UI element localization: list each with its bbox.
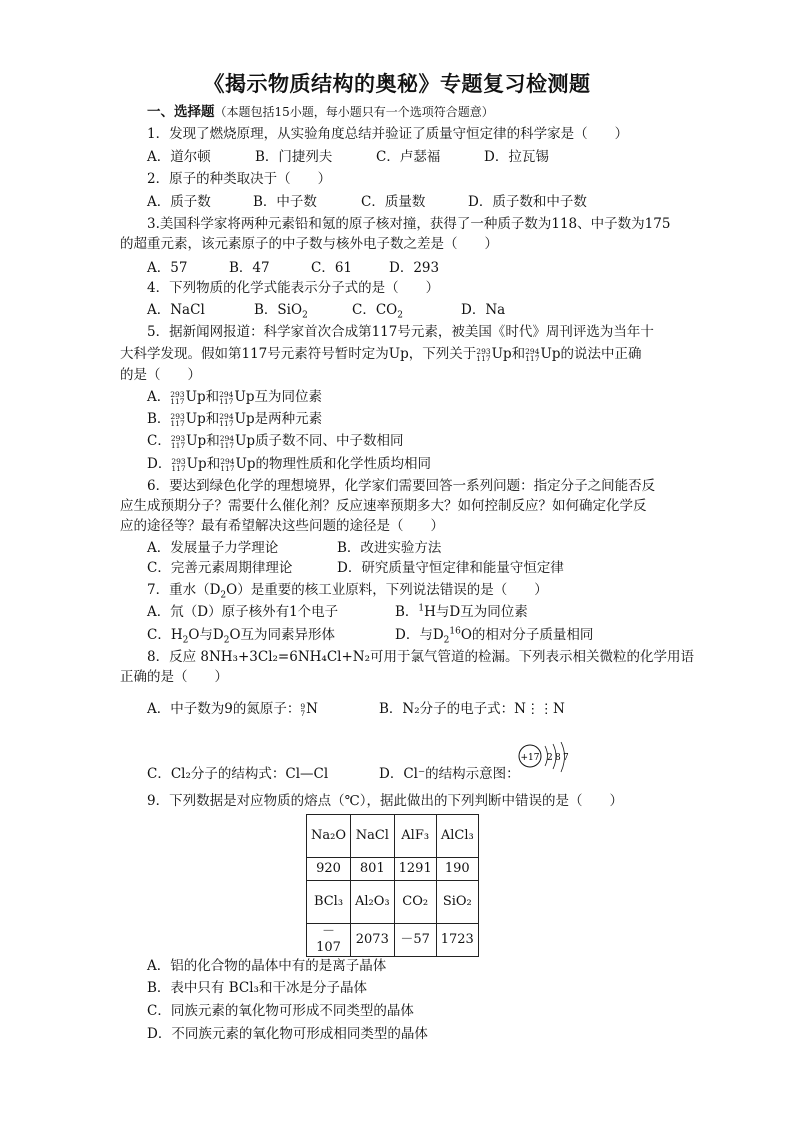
- section-label: 一、选择题: [147, 104, 215, 120]
- table-cell: AlCl₃: [436, 815, 478, 858]
- question-6-stem-line3: 应的途径等？最有希望解决这些问题的途径是（ ）: [120, 518, 444, 534]
- question-3-stem-line1: 3.美国科学家将两种元素铅和氪的原子核对撞，获得了一种质子数为118、中子数为175: [147, 216, 671, 232]
- question-1-stem: 1．发现了燃烧原理，从实验角度总结并验证了质量守恒定律的科学家是（ ）: [147, 126, 629, 142]
- question-9-option-c: C．同族元素的氧化物可形成不同类型的晶体: [147, 1003, 414, 1019]
- table-cell: 1723: [436, 924, 478, 957]
- option-a: A．57: [147, 260, 188, 276]
- table-cell: Na₂O: [307, 815, 351, 858]
- question-7-options-cd: [147, 626, 593, 644]
- table-cell: BCl₃: [307, 881, 351, 924]
- option-b: B．SiO$_2$: [254, 302, 308, 321]
- question-9-option-d: D．不同族元素的氧化物可形成相同类型的晶体: [147, 1026, 428, 1042]
- option-d: D．研究质量守恒定律和能量守恒定律: [337, 560, 564, 576]
- question-7-stem: 7．重水$(D_2O)$是重要的核工业原料，下列说法错误的是（ ）: [147, 582, 548, 601]
- nuclide-up-293: 293 117 Up: [476, 346, 512, 363]
- table-row: [307, 881, 479, 924]
- question-2-stem: 2．原子的种类取决于（ ）: [147, 171, 332, 187]
- question-4-stem: 4．下列物质的化学式能表示分子式的是（ ）: [147, 280, 440, 296]
- question-9-stem: 9．下列数据是对应物质的熔点（℃），据此做出的下列判断中错误的是（ ）: [147, 793, 623, 809]
- table-row: [307, 815, 479, 858]
- option-d: D．质子数和中子数: [468, 194, 587, 210]
- option-d: D．Cl⁻的结构示意图：: [379, 766, 520, 782]
- table-cell: 1291: [394, 858, 436, 881]
- question-9-option-a: A．铝的化合物的晶体中有的是离子晶体: [147, 958, 387, 974]
- option-d: D．拉瓦锡: [484, 149, 549, 165]
- chloride-ion-structure-diagram: [516, 742, 576, 776]
- option-c: C．Cl₂分子的结构式：Cl—Cl: [147, 766, 329, 782]
- question-6-stem-line1: 6．要达到绿色化学的理想境界，化学家们需要回答一系列问题：指定分子之间能否反: [147, 478, 656, 494]
- option-d: D．Na: [461, 302, 506, 318]
- table-cell: Al₂O₃: [351, 881, 395, 924]
- option-c: C．质量数: [361, 194, 426, 210]
- shell-3-count: 7: [563, 753, 569, 763]
- option-c: C．61: [311, 260, 353, 276]
- table-cell: 2073: [351, 924, 395, 957]
- option-b: B．$^1$H与D互为同位素: [395, 603, 528, 620]
- nuclide-n-9: 9 7 N: [300, 701, 318, 718]
- question-6-options-ab: [147, 539, 441, 557]
- option-b: B．N₂分子的电子式：N⋮⋮N: [379, 701, 565, 717]
- table-cell: 920: [307, 858, 351, 881]
- option-a: A．质子数: [147, 194, 211, 210]
- question-9-option-b: B．表中只有 BCl₃和干冰是分子晶体: [147, 980, 367, 996]
- table-row: [307, 924, 479, 957]
- nucleus-charge: +17: [520, 753, 540, 763]
- shell-1-count: 2: [547, 753, 553, 763]
- question-6-options-cd: [147, 559, 564, 577]
- table-cell: 801: [351, 858, 395, 881]
- option-b: B．中子数: [253, 194, 317, 210]
- page-title: 《揭示物质结构的奥秘》专题复习检测题: [203, 71, 591, 96]
- option-b: B．47: [229, 260, 270, 276]
- section-heading: [147, 103, 494, 121]
- table-row: [307, 858, 479, 881]
- question-5-stem-line3: 的是（ ）: [120, 367, 201, 383]
- question-8-stem-line1: 8．反应 8NH₃+3Cl₂=6NH₄Cl+N₂可用于氯气管道的检漏。下列表示相关微粒的化学用语: [147, 649, 695, 665]
- section-note: （本题包括15小题，每小题只有一个选项符合题意）: [214, 105, 494, 119]
- option-d: D．293: [389, 260, 440, 276]
- nuclide-up-294: 294 117 Up: [525, 346, 561, 363]
- melting-point-table: [306, 814, 479, 957]
- option-a: A．中子数为9的氮原子： 9 7 N: [147, 701, 318, 718]
- option-a: A．发展量子力学理论: [147, 540, 279, 556]
- option-c: C．完善元素周期律理论: [147, 560, 293, 576]
- question-5-option-c: C． 293 117 Up和 294 117 Up质子数不同、中子数相同: [147, 433, 404, 450]
- question-7-options-ab: [147, 603, 528, 621]
- option-a: A．氘（D）原子核外有1个电子: [147, 604, 339, 620]
- question-2-options: [147, 193, 587, 211]
- option-c: C．$H_2O$与$D_2O$互为同素异形体: [147, 627, 336, 646]
- option-a: A．道尔顿: [147, 149, 211, 165]
- question-5-stem-line2: 大科学发现。假如第117号元素符号暂时定为Up，下列关于 293 117 Up和 294 117 Up的说法中正确: [120, 346, 642, 363]
- table-cell: NaCl: [351, 815, 395, 858]
- option-c: C．$CO_2$: [352, 302, 403, 321]
- option-a: A．NaCl: [147, 302, 205, 318]
- table-cell: 190: [436, 858, 478, 881]
- question-8-options-ab: [147, 700, 565, 718]
- question-6-stem-line2: 应生成预期分子？需要什么催化剂？反应速率预期多大？如何控制反应？如何确定化学反: [120, 498, 647, 514]
- option-b: B．门捷列夫: [255, 149, 333, 165]
- table-cell: －107: [307, 924, 351, 957]
- question-5-stem-line1: 5．据新闻网报道：科学家首次合成第117号元素，被美国《时代》周刊评选为当年十: [147, 324, 654, 340]
- question-3-options: [147, 259, 439, 277]
- table-cell: AlF₃: [394, 815, 436, 858]
- question-3-stem-line2: 的超重元素，该元素原子的中子数与核外电子数之差是（ ）: [120, 236, 498, 252]
- table-cell: CO₂: [394, 881, 436, 924]
- option-c: C．卢瑟福: [376, 149, 441, 165]
- question-8-stem-line2: 正确的是（ ）: [120, 669, 228, 685]
- option-d: D．与$D_2^{16}O$的相对分子质量相同: [395, 626, 594, 646]
- table-cell: SiO₂: [436, 881, 478, 924]
- table-cell: －57: [394, 924, 436, 957]
- question-5-option-d: D． 293 117 Up和 294 117 Up的物理性质和化学性质均相同: [147, 456, 432, 473]
- question-1-options: [147, 148, 549, 166]
- question-4-options: [147, 301, 505, 319]
- shell-2-count: 8: [555, 753, 561, 763]
- question-8-options-cd: [147, 765, 520, 783]
- question-5-option-a: A． 293 117 Up和 294 117 Up互为同位素: [147, 389, 322, 406]
- option-b: B．改进实验方法: [337, 540, 442, 556]
- question-5-option-b: B． 293 117 Up和 294 117 Up是两种元素: [147, 411, 323, 428]
